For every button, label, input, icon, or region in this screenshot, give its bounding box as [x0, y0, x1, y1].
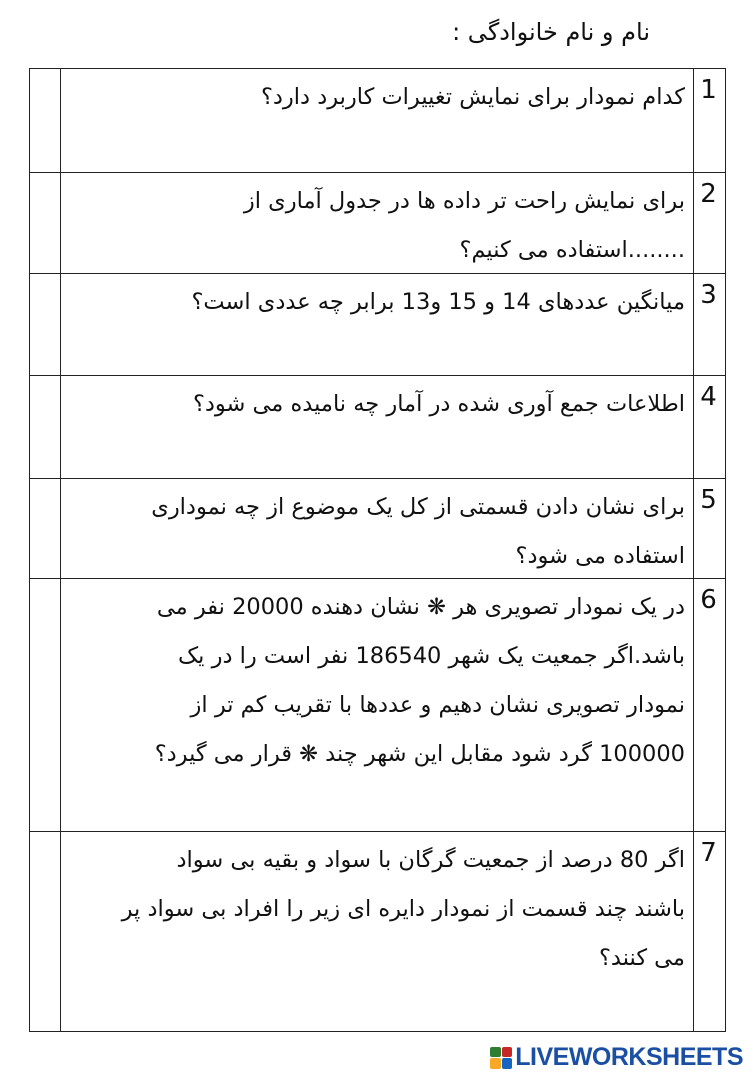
name-label: نام و نام خانوادگی : — [452, 18, 650, 46]
left-divider — [60, 69, 61, 172]
logo-tile — [502, 1058, 513, 1069]
question-text: کدام نمودار برای نمایش تغییرات کاربرد دارد؟ — [260, 84, 685, 110]
left-divider — [60, 376, 61, 479]
question-text: اگر 80 درصد از جمعیت گرگان با سواد و بقیه بی سواد باشند چند قسمت از نمودار دایره ای زیر را افراد بی سواد پر می کنند؟ — [121, 847, 685, 971]
logo-tile — [490, 1047, 501, 1058]
question-text: برای نشان دادن قسمتی از کل یک موضوع از چه نموداری استفاده می شود؟ — [151, 494, 685, 569]
question-text: برای نمایش راحت تر داده ها در جدول آماری از ........استفاده می کنیم؟ — [243, 188, 685, 263]
logo-tile — [490, 1058, 501, 1069]
question-number: 7 — [700, 838, 717, 868]
question-row-3 — [30, 273, 725, 376]
number-divider — [693, 579, 694, 832]
logo-text: LIVEWORKSHEETS — [515, 1043, 743, 1071]
question-number: 3 — [700, 280, 717, 310]
left-divider — [60, 832, 61, 1032]
question-number: 5 — [700, 485, 717, 515]
liveworksheets-logo-icon — [490, 1047, 512, 1069]
question-number: 4 — [700, 382, 717, 412]
question-number: 6 — [700, 585, 717, 615]
question-text: در یک نمودار تصویری هر ❋ نشان دهنده 20000 نفر می باشد.اگر جمعیت یک شهر 186540 نفر است را در یک نمودار تصویری نشان دهیم و عددها با تقریب کم تر از 100000 گرد شود مقابل این شهر چند ❋ قرار می گیرد؟ — [154, 594, 685, 767]
question-number: 1 — [700, 75, 717, 105]
question-number: 2 — [700, 179, 717, 209]
question-row-6 — [30, 578, 725, 832]
left-divider — [60, 274, 61, 376]
question-row-4 — [30, 375, 725, 479]
liveworksheets-logo[interactable] — [490, 1043, 743, 1072]
question-text: میانگین عددهای 14 و 15 و13 برابر چه عددی است؟ — [191, 289, 685, 315]
left-divider — [60, 579, 61, 832]
question-table — [29, 68, 726, 1032]
logo-tile — [502, 1047, 513, 1058]
left-divider — [60, 479, 61, 579]
question-row-5 — [30, 478, 725, 579]
question-row-2 — [30, 172, 725, 274]
question-text: اطلاعات جمع آوری شده در آمار چه نامیده می شود؟ — [192, 391, 685, 417]
left-divider — [60, 173, 61, 274]
question-row-7 — [30, 831, 725, 1032]
question-row-1 — [30, 69, 725, 172]
